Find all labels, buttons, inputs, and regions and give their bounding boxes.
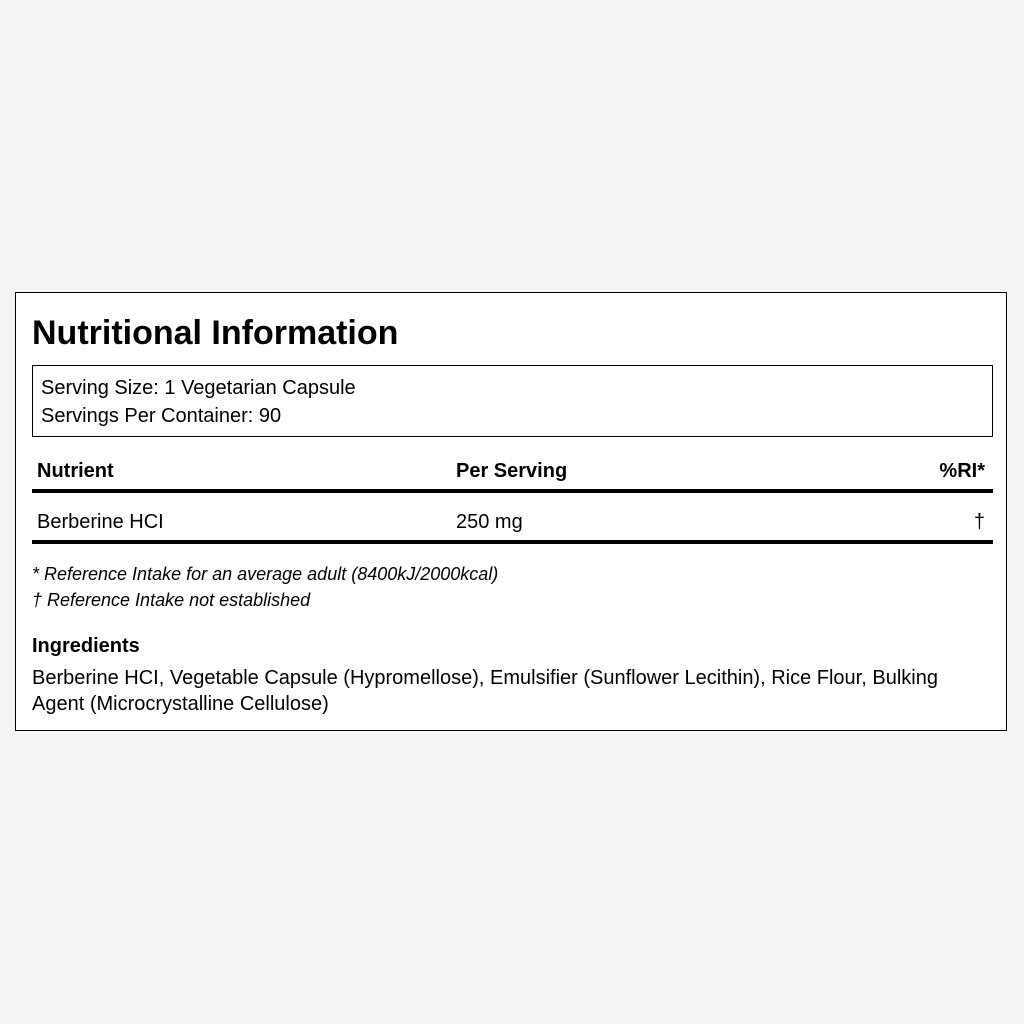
nutrition-panel: [15, 292, 1007, 731]
row-nutrient: Berberine HCI: [37, 511, 164, 533]
header-per-serving: Per Serving: [456, 460, 568, 482]
panel-title: Nutritional Information: [32, 314, 399, 352]
footnote-dagger: † Reference Intake not established: [32, 590, 311, 610]
serving-size: Serving Size: 1 Vegetarian Capsule: [41, 377, 356, 399]
footnote-ri: * Reference Intake for an average adult (8400kJ/2000kcal): [32, 564, 499, 584]
header-divider: [32, 489, 993, 493]
ingredients-text: Berberine HCI, Vegetable Capsule (Hypromellose), Emulsifier (Sunflower Lecithin), Rice Flour, Bulking Agent (Microcrystalline Cellulose): [32, 667, 938, 715]
row-ri: †: [973, 511, 985, 533]
serving-info-box: [32, 365, 993, 437]
row-per-serving: 250 mg: [456, 511, 523, 533]
header-nutrient: Nutrient: [37, 460, 114, 482]
servings-per-container: Servings Per Container: 90: [41, 405, 282, 427]
table-bottom-divider: [32, 540, 993, 544]
header-ri: %RI*: [939, 460, 985, 482]
ingredients-heading: Ingredients: [32, 635, 140, 657]
